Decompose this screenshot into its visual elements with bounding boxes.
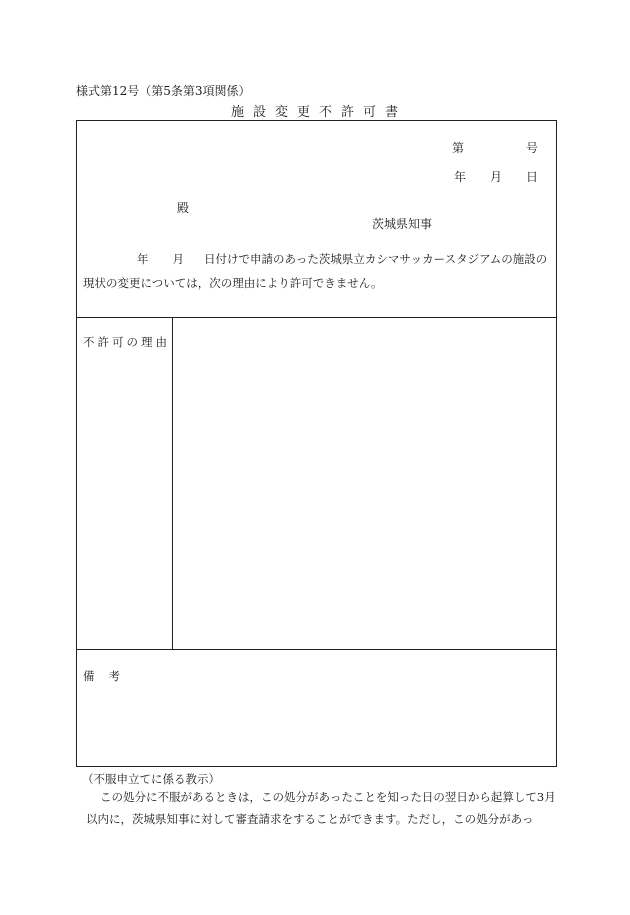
reason-label: 不許可の理由 <box>83 335 170 349</box>
date-day: 日 <box>525 170 538 184</box>
number-prefix: 第 <box>451 141 464 155</box>
divider-remarks <box>77 649 556 650</box>
form-number: 様式第12号（第5条第3項関係） <box>76 84 251 98</box>
date-year: 年 <box>453 170 466 184</box>
number-suffix: 号 <box>525 141 538 155</box>
remarks-label: 備考 <box>83 669 134 683</box>
form-table <box>76 120 557 767</box>
document-number <box>452 139 538 156</box>
instruction-body <box>86 786 558 830</box>
instruction-text: この処分に不服があるときは，この処分があったことを知った日の翌日から起算して3月以内に，茨城県知事に対して審査請求をすることができます。ただし，この処分があっ <box>86 790 556 826</box>
body-month: 月 <box>172 252 184 266</box>
instruction-heading: （不服申立てに係る教示） <box>82 772 220 786</box>
issue-date <box>454 168 538 185</box>
addressee-honorific: 殿 <box>177 201 190 215</box>
divider-header <box>77 317 556 318</box>
notice-body <box>83 247 553 295</box>
issuer-name: 茨城県知事 <box>372 217 433 231</box>
divider-reason-column <box>172 317 173 649</box>
body-text: 日付けで申請のあった茨城県立カシマサッカースタジアムの施設の現状の変更については，次の理由により許可できません。 <box>83 252 548 290</box>
date-month: 月 <box>489 170 502 184</box>
body-year: 年 <box>137 252 149 266</box>
document-title: 施設変更不許可書 <box>230 105 407 120</box>
